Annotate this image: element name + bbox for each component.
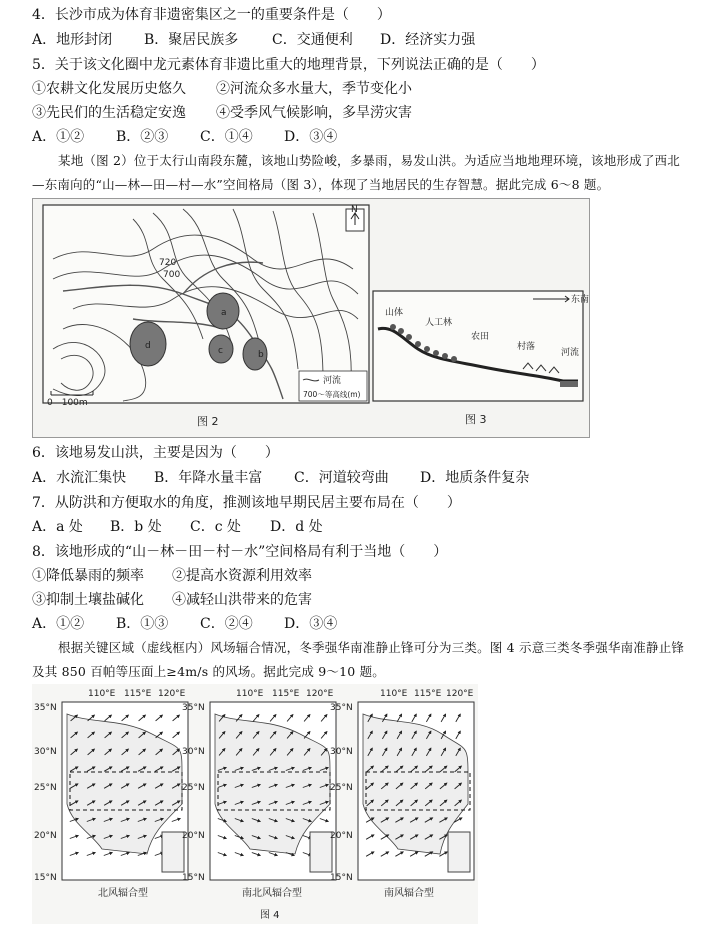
panel-3-inset [448,832,470,872]
lon-label-110: 110°E [88,689,116,699]
profile-label-river: 河流 [561,348,580,358]
panel-3-caption: 南风辐合型 [384,888,434,899]
panel-1-inset [162,832,184,872]
option-d[interactable]: D．d 处 [270,519,323,535]
longitude-labels [88,689,474,699]
option-d[interactable]: D．③④ [284,129,338,145]
lon-label-115: 115°E [124,689,152,699]
option-c[interactable]: C．②④ [200,616,253,632]
question-4-options [32,31,475,49]
question-5-statements-row2 [32,104,412,122]
statement-1: ①农耕文化发展历史悠久 [32,81,186,97]
lon-label-110: 110°E [236,689,264,699]
figure-2-caption: 图 2 [197,415,219,428]
lat-label-25: 25°N [34,783,57,793]
contour-label-700: 700 [163,270,181,280]
passage-1: 某地（图 2）位于太行山南段东麓，该地山势险峻，多暴雨，易发山洪。为适应当地地理环境，该地形成了西北—东南向的“山—林—田—村—水”空间格局（图 3），体现了当地居民的生存智慧。据此完成 6～8 题。 [32,153,680,192]
profile-label-farmland: 农田 [471,332,490,342]
point-label-a: a [221,308,227,318]
option-b[interactable]: B．①③ [116,616,169,632]
lat-label-20: 20°N [182,831,205,841]
question-7-options [32,518,323,536]
profile-label-mountain: 山体 [385,308,404,318]
point-label-c: c [218,346,223,356]
option-d[interactable]: D．地质条件复杂 [420,470,530,486]
lat-label-20: 20°N [330,831,353,841]
lat-label-20: 20°N [34,831,57,841]
figure-4-graphic [32,684,478,924]
profile-label-village: 村落 [517,342,536,352]
contour-label-720: 720 [159,258,177,268]
lon-label-110: 110°E [380,689,408,699]
option-d[interactable]: D．经济实力强 [380,32,476,48]
statement-4: ④受季风气候影响，多旱涝灾害 [216,105,412,121]
lat-label-30: 30°N [182,747,205,757]
lat-label-25: 25°N [182,783,205,793]
question-5-options [32,128,337,146]
option-a[interactable]: A．①② [32,129,85,145]
option-c[interactable]: C．c 处 [190,519,242,535]
option-a[interactable]: A．水流汇集快 [32,470,127,486]
passage-2: 根据关键区域（虚线框内）风场辐合情况，冬季强华南准静止锋可分为三类。图 4 示意三类冬季强华南准静止锋及其 850 百帕等压面上≥4m/s 的风场。据此完成 9～10 题。 [32,640,685,679]
option-d[interactable]: D．③④ [284,616,338,632]
lat-label-15: 15°N [330,873,353,883]
statement-3: ③抑制土壤盐碱化 [32,592,144,608]
lat-label-15: 15°N [182,873,205,883]
lat-label-30: 30°N [34,747,57,757]
legend-river-label: 河流 [323,376,342,386]
figure-2-3 [32,198,590,438]
panel-2-inset [310,832,332,872]
figure-4 [32,684,478,924]
panel-1-caption: 北风辐合型 [98,888,148,899]
option-b[interactable]: B．b 处 [110,519,162,535]
option-c[interactable]: C．河道较弯曲 [294,470,389,486]
figure-3-caption: 图 3 [465,413,487,426]
lon-label-115: 115°E [414,689,442,699]
point-label-d: d [145,341,151,351]
panel-north-convergence [62,702,188,880]
statement-4: ④减轻山洪带来的危害 [172,592,312,608]
question-8-stem: 8．该地形成的“山－林－田－村－水”空间格局有利于当地（ ） [32,544,448,560]
point-label-b: b [258,350,264,360]
profile-label-forest: 人工林 [425,318,453,328]
figure-2-3-graphic [33,199,589,437]
question-6-stem: 6．该地易发山洪，主要是因为（ ） [32,445,279,461]
legend-contour-label: 700～等高线(m) [303,390,361,399]
question-6-options [32,469,529,487]
lat-label-35: 35°N [330,703,353,713]
lat-label-35: 35°N [182,703,205,713]
lat-label-25: 25°N [330,783,353,793]
question-4-stem: 4．长沙市成为体育非遗密集区之一的重要条件是（ ） [32,7,391,23]
panel-2-caption: 南北风辐合型 [242,888,302,899]
river-section [560,381,578,387]
lon-label-120: 120°E [306,689,334,699]
question-8-statements-row2 [32,591,312,609]
figure-4-caption: 图 4 [260,910,280,921]
question-5-stem: 5．关于该文化圈中龙元素体育非遗比重大的地理背景，下列说法正确的是（ ） [32,57,545,73]
north-label: N [351,205,358,215]
option-c[interactable]: C．①④ [200,129,253,145]
panel-north-south-convergence [210,702,336,880]
option-a[interactable]: A．a 处 [32,519,83,535]
figure-3-frame [373,291,583,401]
option-c[interactable]: C．交通便利 [272,32,353,48]
lat-label-30: 30°N [330,747,353,757]
option-b[interactable]: B．聚居民族多 [144,32,239,48]
statement-2: ②河流众多水量大，季节变化小 [216,81,412,97]
option-a[interactable]: A．地形封闭 [32,32,113,48]
scale-label: 0 100m [47,398,88,408]
statement-2: ②提高水资源利用效率 [172,568,312,584]
option-a[interactable]: A．①② [32,616,85,632]
direction-label: 东南 [571,295,589,305]
option-b[interactable]: B．年降水量丰富 [154,470,263,486]
lon-label-120: 120°E [158,689,186,699]
option-b[interactable]: B．②③ [116,129,169,145]
lon-label-115: 115°E [272,689,300,699]
lat-label-35: 35°N [34,703,57,713]
question-5-statements-row1 [32,80,412,98]
panel-south-convergence [358,702,474,880]
question-8-options [32,615,337,633]
statement-1: ①降低暴雨的频率 [32,568,144,584]
question-8-statements-row1 [32,567,312,585]
lon-label-120: 120°E [446,689,474,699]
statement-3: ③先民们的生活稳定安逸 [32,105,186,121]
question-7-stem: 7．从防洪和方便取水的角度，推测该地早期民居主要布局在（ ） [32,495,461,511]
lat-label-15: 15°N [34,873,57,883]
